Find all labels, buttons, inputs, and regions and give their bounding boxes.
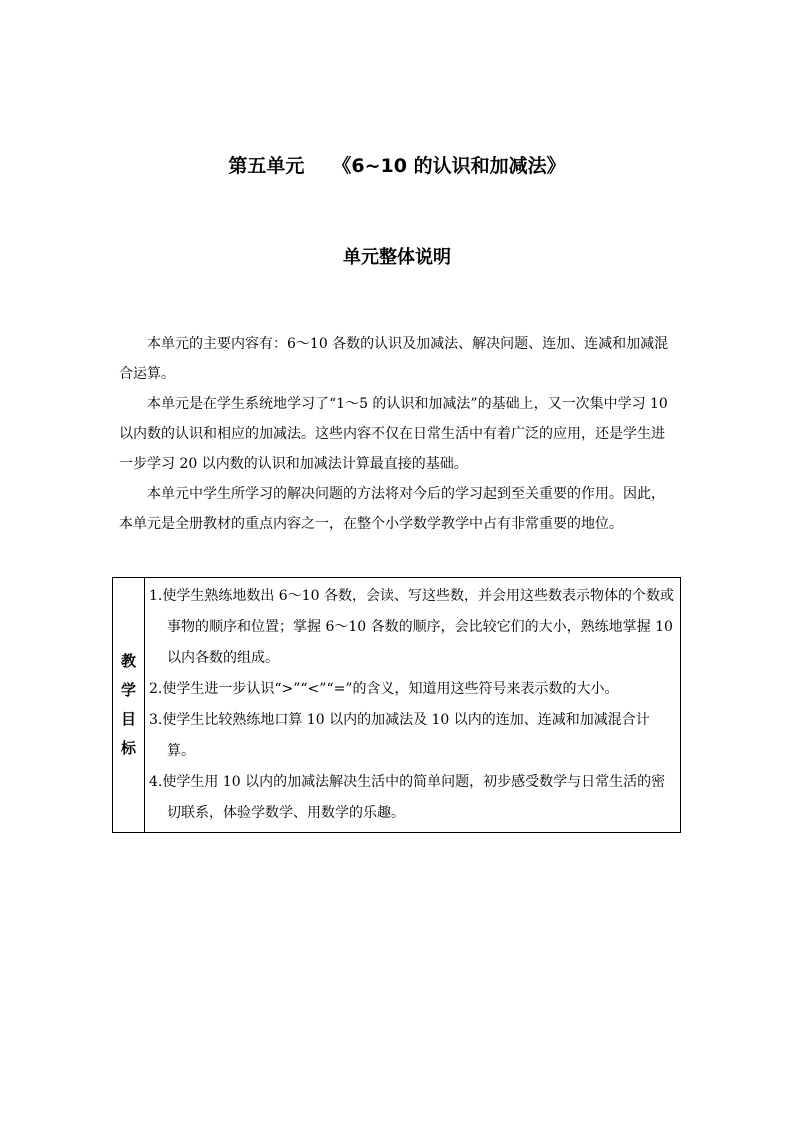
goal-item: 2.使学生进一步认识“>”“<”“=”的含义，知道用这些符号来表示数的大小。 xyxy=(149,681,619,697)
teaching-goals-table xyxy=(112,577,681,833)
title-name: 《6~10 的认识和加减法》 xyxy=(332,155,566,177)
goals-header-char: 标 xyxy=(120,739,136,757)
goals-header-char: 教 xyxy=(120,652,136,670)
title-unit: 第五单元 xyxy=(228,155,305,177)
intro-paragraph: 本单元的主要内容有：6～10 各数的认识及加减法、解决问题、连加、连减和加减混合运算。 xyxy=(119,336,669,382)
goals-header-char: 目 xyxy=(120,710,136,728)
section-heading: 单元整体说明 xyxy=(343,247,451,268)
page-title xyxy=(0,153,794,179)
intro-paragraph: 本单元是在学生系统地学习了“1～5 的认识和加减法”的基础上，又一次集中学习 10 以内数的认识和相应的加减法。这些内容不仅在日常生活中有着广泛的应用，还是学生进一步学习 20 以内数的认识和加减法计算最直接的基础。 xyxy=(119,396,668,472)
intro-paragraph: 本单元中学生所学习的解决问题的方法将对今后的学习起到至关重要的作用。因此，本单元是全册教材的重点内容之一，在整个小学数学教学中占有非常重要的地位。 xyxy=(119,486,665,532)
goal-item: 1.使学生熟练地数出 6～10 各数，会读、写这些数，并会用这些数表示物体的个数或事物的顺序和位置；掌握 6～10 各数的顺序，会比较它们的大小，熟练地掌握 10 以内各数的组成。 xyxy=(149,588,674,666)
goals-list xyxy=(149,581,675,829)
goals-header-char: 学 xyxy=(120,681,136,699)
goal-item: 4.使学生用 10 以内的加减法解决生活中的简单问题，初步感受数学与日常生活的密切联系，体验学数学、用数学的乐趣。 xyxy=(149,774,666,821)
goal-item: 3.使学生比较熟练地口算 10 以内的加减法及 10 以内的连加、连减和加减混合计算。 xyxy=(149,712,650,759)
goals-header-cell xyxy=(113,578,145,833)
goals-content-cell xyxy=(145,578,681,833)
intro-text xyxy=(119,329,677,539)
goals-row xyxy=(113,578,681,833)
